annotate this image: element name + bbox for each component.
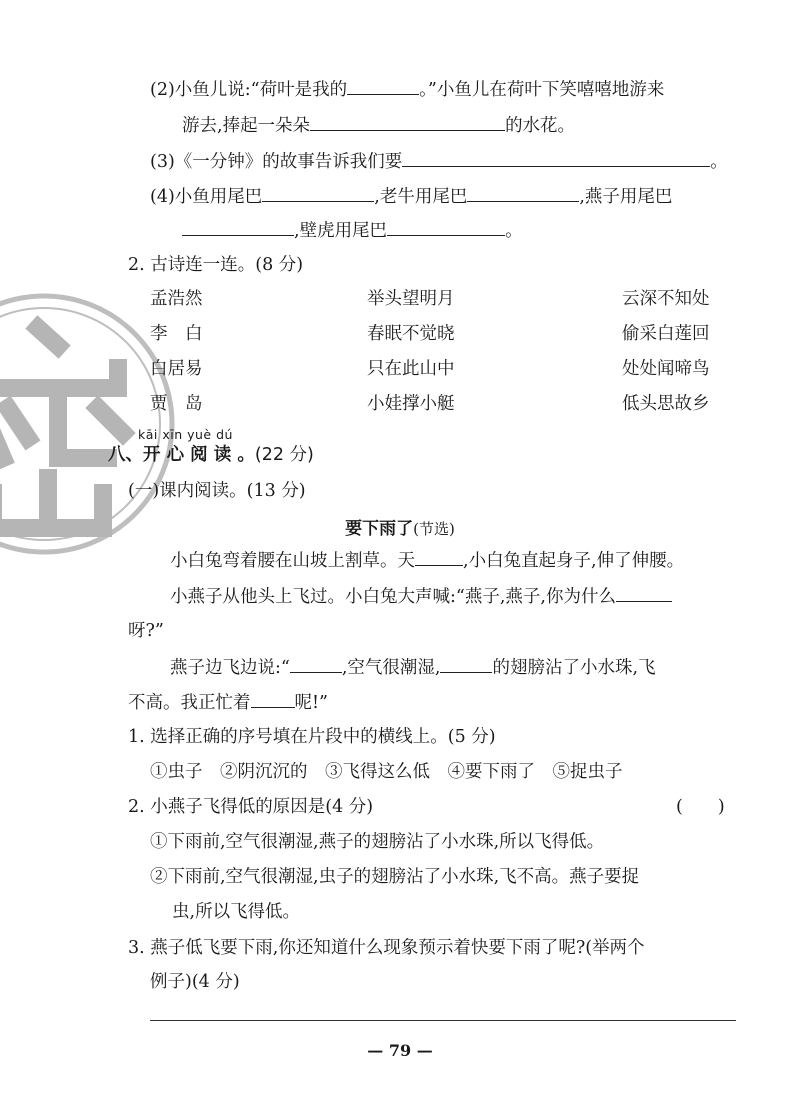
q1-item2-line2	[182, 113, 575, 138]
poem-line-item[interactable]: 只在此山中	[367, 359, 455, 379]
passage-text: 燕子边飞边说:“	[170, 658, 290, 678]
passage-text: ,小白兔直起身子,伸了伸腰。	[463, 551, 685, 571]
q1-item4-text: ,壁虎用尾巴	[294, 221, 388, 241]
passage-text: 小白兔弯着腰在山坡上割草。天	[170, 551, 415, 571]
q1-item4-text: (4)小鱼用尾巴	[150, 187, 263, 207]
answer-blank[interactable]	[402, 149, 710, 167]
passage-title-text: 要下雨了	[345, 519, 414, 539]
question-3-line2: 例子)(4 分)	[150, 972, 240, 992]
passage-text: ,空气很潮湿,	[341, 658, 441, 678]
answer-blank[interactable]	[440, 655, 492, 673]
question-3-line1: 3. 燕子低飞要下雨,你还知道什么现象预示着快要下雨了呢?(举两个	[128, 938, 645, 958]
question-2-option-2-line1: ②下雨前,空气很潮湿,虫子的翅膀沾了小水珠,飞不高。燕子要捉	[150, 867, 640, 887]
answer-blank[interactable]	[262, 184, 374, 202]
answer-blank[interactable]	[290, 655, 342, 673]
passage-paragraph-2-line2: 呀?”	[128, 621, 164, 641]
section-heading	[108, 443, 314, 467]
sub-heading: (一)课内阅读。(13 分)	[128, 481, 306, 501]
answer-blank[interactable]	[616, 584, 672, 602]
poem-line-item[interactable]: 举头望明月	[367, 289, 455, 309]
heading-pinyin: kāi xīn yuè dú	[138, 427, 233, 442]
poem-line-item[interactable]: 云深不知处	[622, 289, 710, 309]
passage-text: 不高。我正忙着	[128, 693, 251, 713]
answer-parentheses[interactable]: ( )	[676, 797, 725, 817]
footer-rule	[150, 1020, 736, 1021]
poet-item[interactable]: 李 白	[150, 324, 203, 344]
poet-item[interactable]: 白居易	[150, 359, 203, 379]
q1-item4-text: 。	[505, 221, 523, 241]
question-2-option-1: ①下雨前,空气很潮湿,燕子的翅膀沾了小水珠,所以飞得低。	[150, 832, 605, 852]
q1-item4-text: ,燕子用尾巴	[579, 187, 673, 207]
passage-paragraph-1	[170, 548, 684, 573]
question-2: 2. 小燕子飞得低的原因是(4 分)	[128, 797, 374, 817]
answer-blank[interactable]	[310, 113, 505, 131]
q1-item2-line1	[150, 77, 664, 102]
passage-paragraph-2-line1	[170, 584, 672, 609]
question-1: 1. 选择正确的序号填在片段中的横线上。(5 分)	[128, 727, 496, 747]
passage-paragraph-3-line1	[170, 655, 656, 680]
q1-item4-line1	[150, 184, 672, 209]
poem-line-item[interactable]: 小娃撑小艇	[367, 394, 455, 414]
section-number: 八、	[108, 445, 143, 465]
question-1-options: ①虫子 ②阴沉沉的 ③飞得这么低 ④要下雨了 ⑤捉虫子	[150, 762, 623, 782]
q1-item3-text: 。	[710, 152, 728, 172]
q1-item4-line2	[182, 218, 523, 243]
poem-line-item[interactable]: 偷采白莲回	[622, 324, 710, 344]
answer-blank[interactable]	[415, 548, 463, 566]
answer-blank[interactable]	[182, 218, 294, 236]
q1-item2-text: 游去,捧起一朵朵	[182, 116, 311, 136]
answer-blank[interactable]	[347, 77, 419, 95]
poem-line-item[interactable]: 春眠不觉晓	[367, 324, 455, 344]
q1-item2-text: 。”小鱼儿在荷叶下笑嘻嘻地游来	[419, 80, 665, 100]
q1-item2-text: (2)小鱼儿说:“荷叶是我的	[150, 80, 348, 100]
q1-item4-text: ,老牛用尾巴	[374, 187, 468, 207]
q1-item3-text: (3)《一分钟》的故事告诉我们要	[150, 152, 403, 172]
answer-blank[interactable]	[467, 184, 579, 202]
poem-line-item[interactable]: 处处闻啼鸟	[622, 359, 710, 379]
answer-blank[interactable]	[251, 690, 295, 708]
section-title: 开 心 阅 读 。	[143, 445, 255, 465]
passage-title-note: (节选)	[413, 520, 455, 538]
question-2-option-2-line2: 虫,所以飞得低。	[172, 902, 301, 922]
section-score: (22 分)	[254, 445, 314, 465]
poem-question-heading: 2. 古诗连一连。(8 分)	[128, 255, 304, 275]
q1-item3	[150, 149, 728, 174]
passage-paragraph-3-line2	[128, 690, 328, 715]
passage-text: 小燕子从他头上飞过。小白兔大声喊:“燕子,燕子,你为什么	[170, 587, 616, 607]
passage-text: 的翅膀沾了小水珠,飞	[492, 658, 656, 678]
poem-line-item[interactable]: 低头思故乡	[622, 394, 710, 414]
answer-blank[interactable]	[387, 218, 505, 236]
poet-item[interactable]: 贾 岛	[150, 394, 203, 414]
passage-title	[0, 514, 800, 539]
passage-text: 呢!”	[294, 693, 328, 713]
page-number: — 79 —	[367, 1041, 433, 1060]
q1-item2-text: 的水花。	[505, 116, 576, 136]
poet-item[interactable]: 孟浩然	[150, 289, 203, 309]
